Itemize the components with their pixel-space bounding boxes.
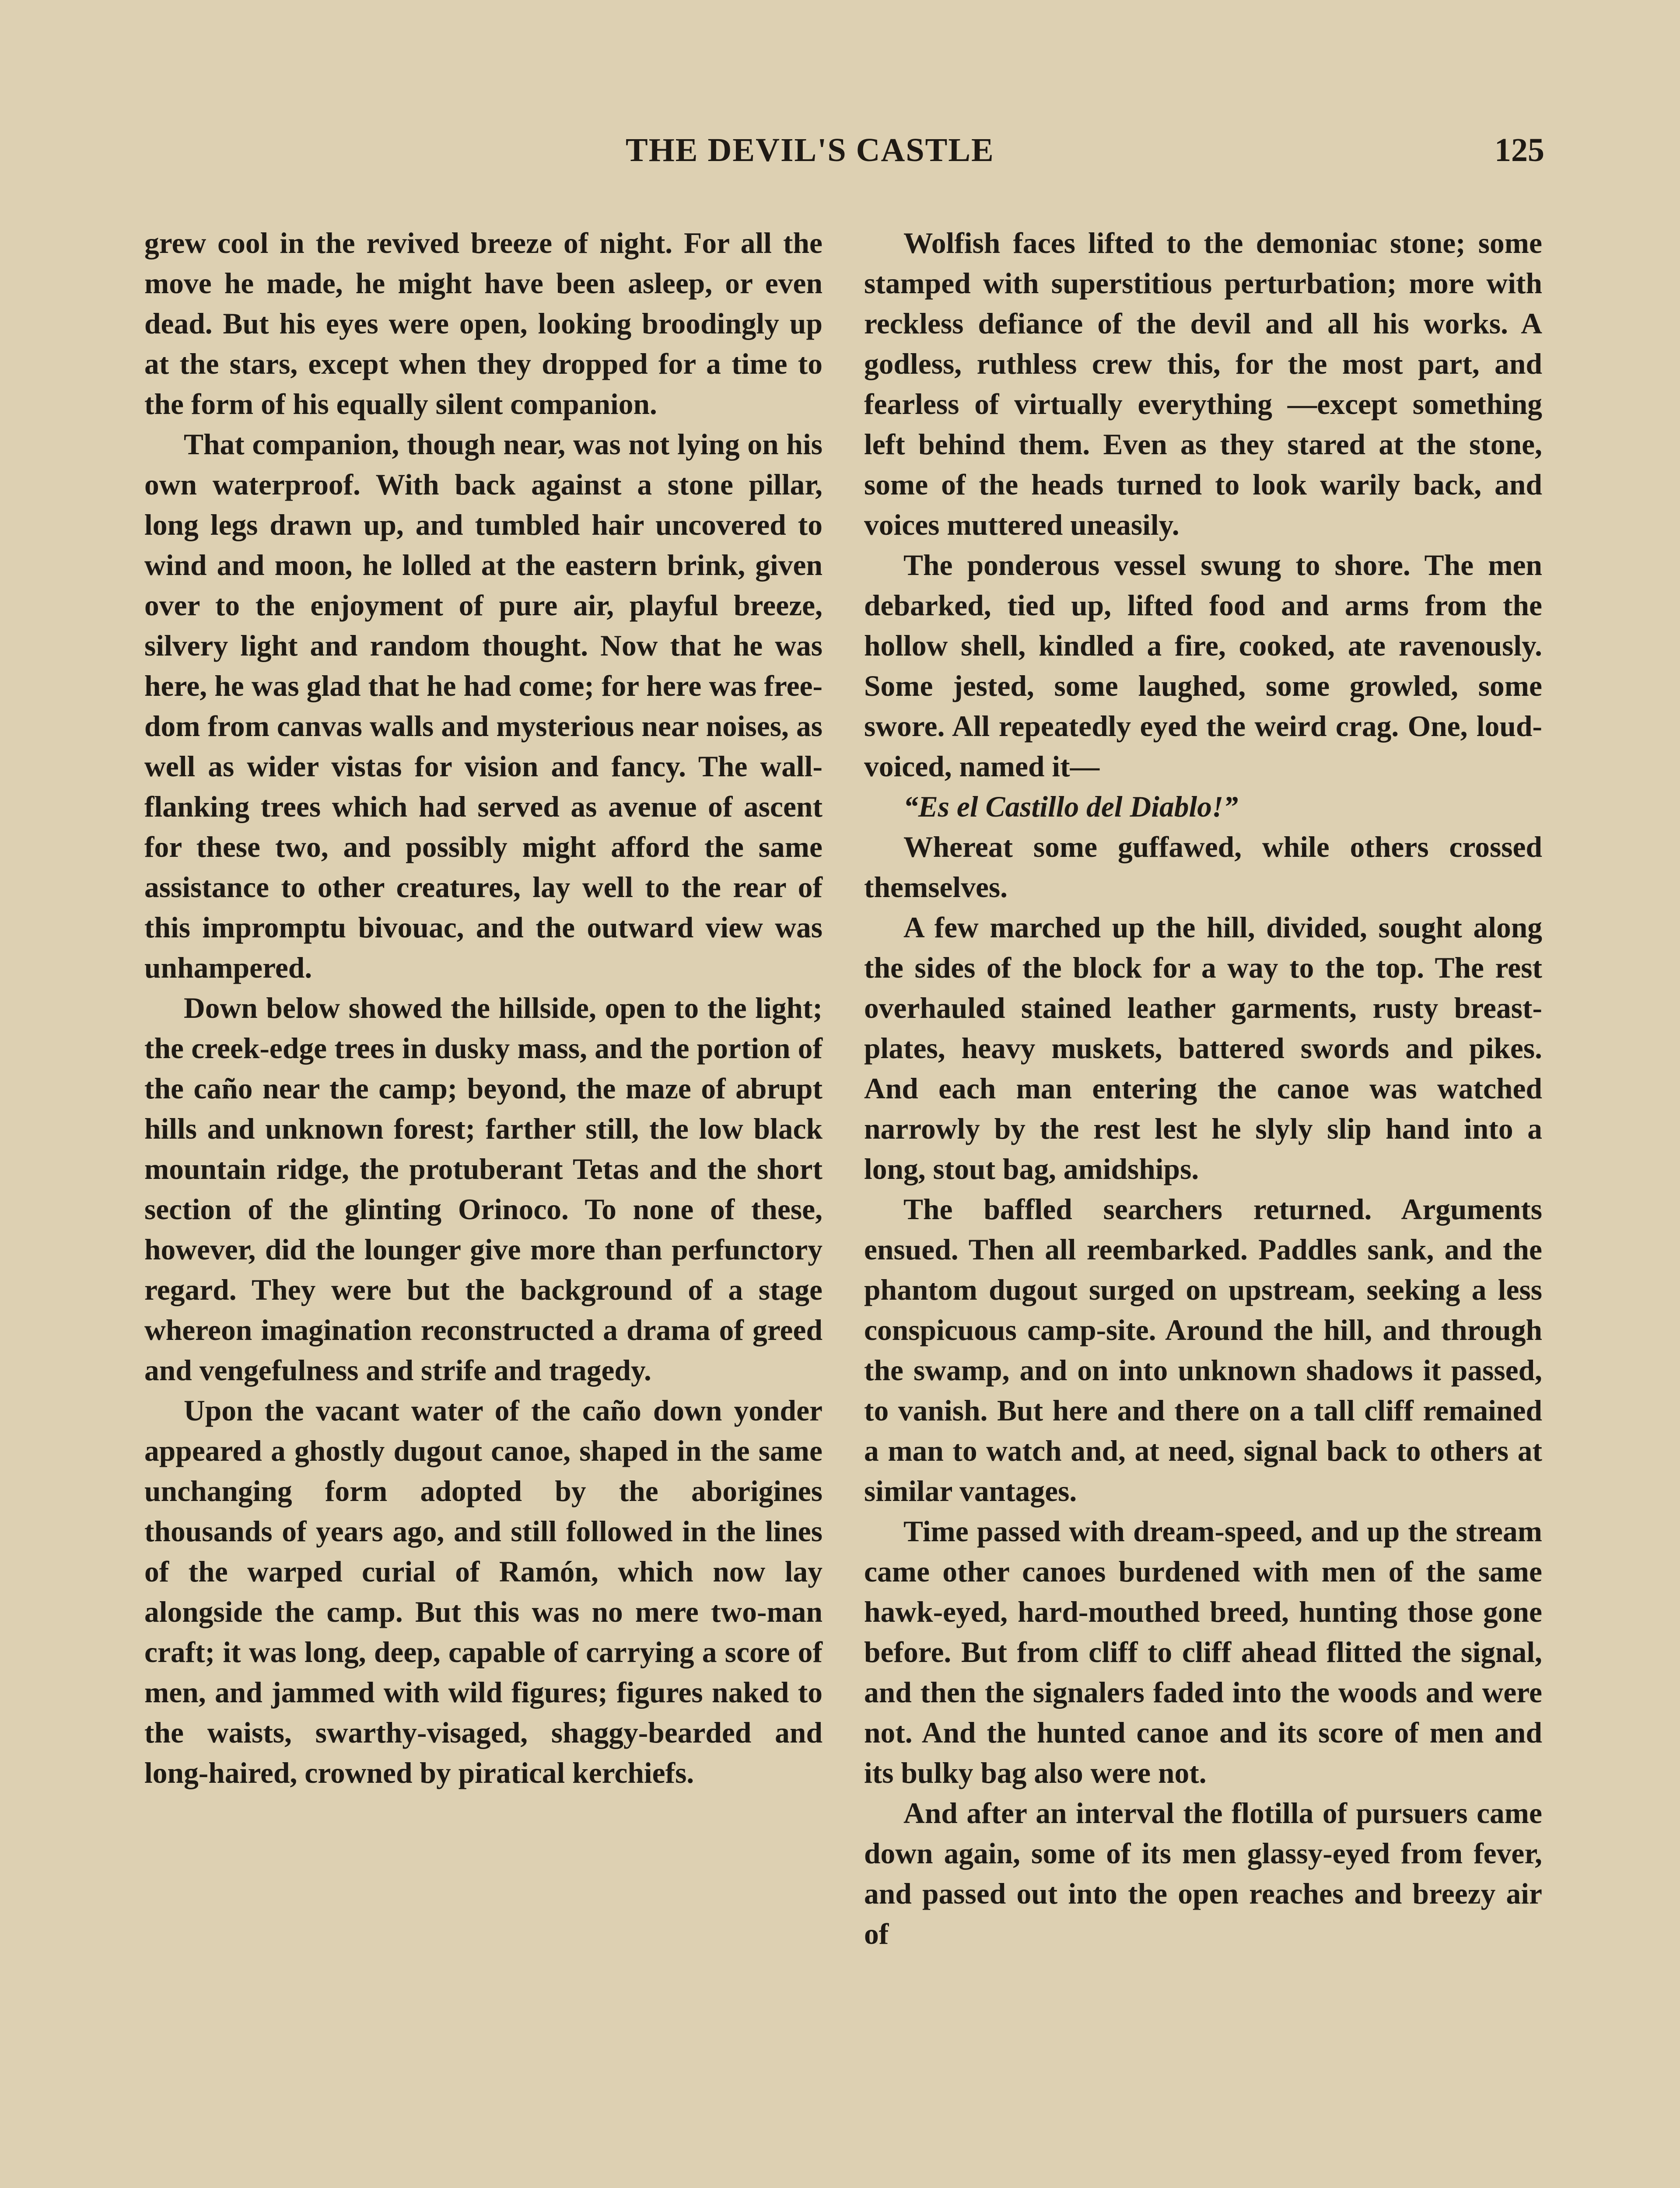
paragraph: That companion, though near, was not lying on his own waterproof. With back against a stone pillar, long legs drawn up, and tumbled hair uncovered to wind and moon, he lolled at the eastern brink, given over to the enjoyment of pure air, playful breeze, silvery light and random thought. Now that he was here, he was glad that he had come; for here was freedom from canvas walls and mysterious near noises, as well as wider vistas for vision and fancy. The wall-flanking trees which had served as avenue of ascent for these two, and possibly might afford the same assistance to other creatures, lay well to the rear of this impromptu bivouac, and the outward view was unhampered. <box>144 428 822 984</box>
paragraph: Whereat some guffawed, while others crossed themselves. <box>864 831 1542 904</box>
paragraph: Upon the vacant water of the caño down yonder appeared a ghostly dugout canoe, shaped in the same unchanging form adopted by the aborigines thousands of years ago, and still followed in the lines of the warped curial of Ramón, which now lay alongside the camp. But this was no mere two-man craft; it was long, deep, capable of carrying a score of men, and jammed with wild figures; figures naked to the waists, swarthy-visaged, shaggy-bearded and long-haired, crowned by piratical kerchiefs. <box>144 1394 822 1789</box>
page-header <box>144 131 1544 184</box>
paragraph: Wolfish faces lifted to the demoniac stone; some stamped with superstitious perturbation; more with reckless defiance of the devil and all his works. A godless, ruthless crew this, for the most part, and fearless of virtually everything —except something left behind them. Even as they stared at the stone, some of the heads turned to look warily back, and voices muttered uneasily. <box>864 227 1542 541</box>
paragraph: The baffled searchers returned. Arguments ensued. Then all reembarked. Paddles sank, and the phantom dugout surged on upstream, seeking a less conspicuous camp-site. Around the hill, and through the swamp, and on into unknown shadows it passed, to vanish. But here and there on a tall cliff remained a man to watch and, at need, signal back to others at similar vantages. <box>864 1193 1542 1508</box>
paragraph: And after an interval the flotilla of pursuers came down again, some of its men glassy-eyed from fever, and passed out into the open reaches and breezy air of <box>864 1797 1542 1950</box>
italic-quote <box>864 787 1542 827</box>
page-number: 125 <box>1494 132 1544 168</box>
paragraph: A few marched up the hill, divided, sought along the sides of the block for a way to the top. The rest overhauled stained leather garments, rusty breastplates, heavy muskets, battered swords and pikes. And each man entering the canoe was watched narrowly by the rest lest he slyly slip hand into a long, stout bag, amidships. <box>864 911 1542 1185</box>
paragraph: Time passed with dream-speed, and up the stream came other canoes burdened with men of the same hawk-eyed, hard-mouthed breed, hunting those gone before. But from cliff to cliff ahead flitted the signal, and then the signalers faded into the woods and were not. And the hunted canoe and its score of men and its bulky bag also were not. <box>864 1515 1542 1789</box>
paragraph: The ponderous vessel swung to shore. The men debarked, tied up, lifted food and arms from the hollow shell, kindled a fire, cooked, ate ravenously. Some jested, some laughed, some growled, some swore. All repeatedly eyed the weird crag. One, loud-voiced, named it— <box>864 549 1542 783</box>
left-column <box>144 223 822 1793</box>
right-column <box>864 223 1542 1954</box>
quote-text: “Es el Castillo del Diablo!” <box>903 790 1239 823</box>
paragraph: grew cool in the revived breeze of night. For all the move he made, he might have been asleep, or even dead. But his eyes were open, looking broodingly up at the stars, except when they dropped for a time to the form of his equally silent companion. <box>144 227 822 421</box>
paragraph: Down below showed the hillside, open to the light; the creek-edge trees in dusky mass, and the portion of the caño near the camp; beyond, the maze of abrupt hills and unknown forest; farther still, the low black mountain ridge, the protuberant Tetas and the short section of the glinting Orinoco. To none of these, however, did the lounger give more than perfunctory regard. They were but the background of a stage whereon imagination reconstructed a drama of greed and vengefulness and strife and tragedy. <box>144 992 822 1387</box>
running-head: THE DEVIL'S CASTLE <box>626 132 994 168</box>
